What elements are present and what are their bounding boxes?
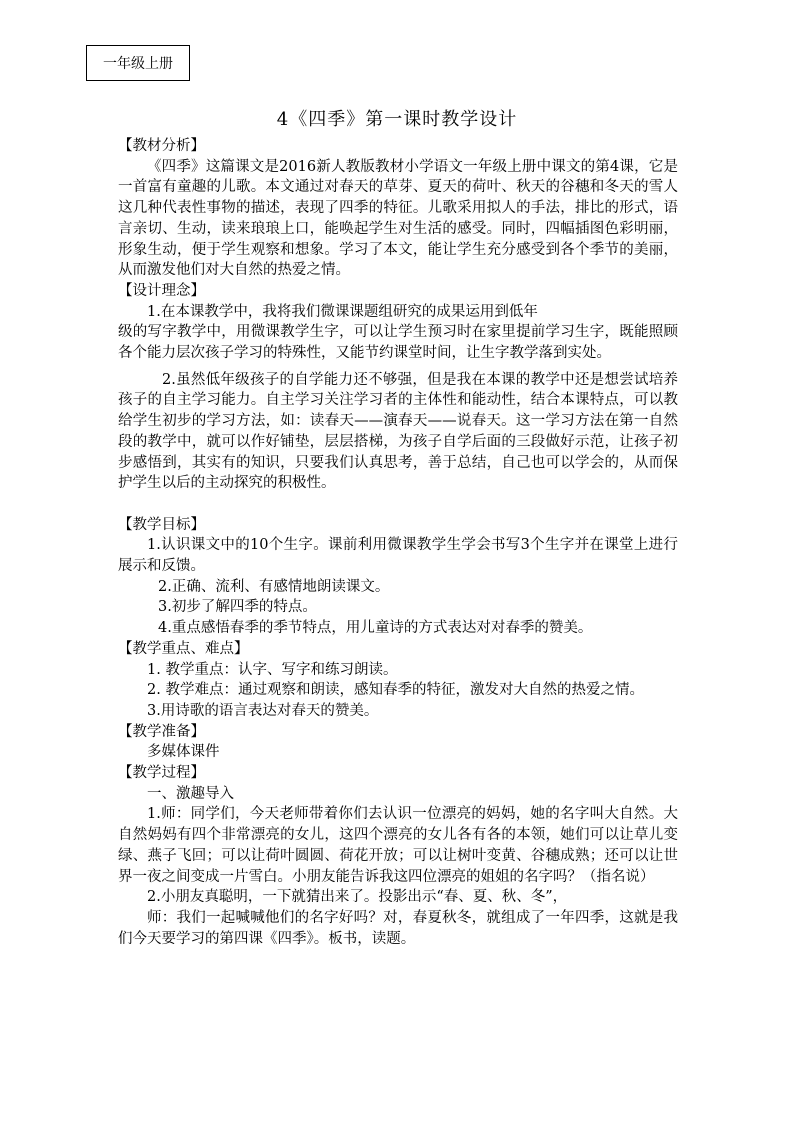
goal-item-3: 3.初步了解四季的特点。 — [158, 599, 317, 616]
grade-label: 一年级上册 — [103, 56, 173, 72]
section-heading-key-points: 【教学重点、难点】 — [118, 640, 249, 657]
section-heading-goals: 【教学目标】 — [118, 516, 205, 533]
analysis-paragraph: 《四季》这篇课文是2016新人教版教材小学语文一年级上册中课文的第4课，它是一首富有童趣的儿歌。本文通过对春天的草芽、夏天的荷叶、秋天的谷穗和冬天的雪人这几种代表性事物的描述，表现了四季的特征。儿歌采用拟人的手法，排比的形式，语言亲切、生动，读来琅琅上口，能唤起学生对生活的感受。同时，四幅插图色彩明丽，形象生动，便于学生观察和想象。学习了本文，能让学生充分感受到各个季节的美丽，从而激发他们对大自然的热爱之情。 — [118, 158, 678, 279]
key-point-item-3: 3.用诗歌的语言表达对春天的赞美。 — [147, 702, 379, 719]
concept-paragraph-2: 2.虽然低年级孩子的自学能力还不够强，但是我在本课的教学中还是想尝试培养孩子的自主学习能力。自主学习关注学习者的主体性和能动性，结合本课特点，可以教给学生初步的学习方法，如：读春天——演春天——说春天。这一学习方法在第一自然段的教学中，就可以作好铺垫，层层搭梯，为孩子自学后面的三段做好示范，让孩子初步感悟到，其实有的知识，只要我们认真思考，善于总结，自己也可以学会的，从而保护学生以后的主动探究的积极性。 — [118, 371, 678, 492]
section-heading-process: 【教学过程】 — [118, 765, 205, 782]
grade-label-box — [86, 45, 190, 81]
process-paragraph-2: 2.小朋友真聪明，一下就猜出来了。投影出示“春、夏、秋、冬”， — [147, 889, 568, 906]
prep-text: 多媒体课件 — [147, 744, 220, 761]
goal-item-4: 4.重点感悟春季的季节特点，用儿童诗的方式表达对对春季的赞美。 — [158, 620, 593, 637]
process-paragraph-1: 1.师：同学们，今天老师带着你们去认识一位漂亮的妈妈，她的名字叫大自然。大自然妈妈有四个非常漂亮的女儿，这四个漂亮的女儿各有各的本领，她们可以让草儿变绿、燕子飞回；可以让荷叶圆圆、荷花开放；可以让树叶变黄、谷穗成熟；还可以让世界一夜之间变成一片雪白。小朋友能告诉我这四位漂亮的姐姐的名字吗？（指名说） — [118, 806, 678, 885]
process-subheading-1: 一、激趣导入 — [147, 785, 234, 802]
key-point-item-1: 1. 教学重点：认字、写字和练习朗读。 — [147, 661, 398, 678]
document-title: 4《四季》第一课时教学设计 — [276, 109, 518, 130]
concept-paragraph-1a: 1.在本课教学中，我将我们微课课题组研究的成果运用到低年 — [147, 303, 538, 320]
concept-paragraph-1b: 级的写字教学中，用微课教学生字，可以让学生预习时在家里提前学习生字，既能照顾各个能力层次孩子学习的特殊性，又能节约课堂时间，让生字教学落到实处。 — [118, 324, 678, 362]
process-paragraph-3: 师：我们一起喊喊他们的名字好吗？对，春夏秋冬，就组成了一年四季，这就是我们今天要学习的第四课《四季》。板书，读题。 — [118, 910, 678, 947]
section-heading-prep: 【教学准备】 — [118, 723, 205, 740]
goal-item-1: 1.认识课文中的10个生字。课前利用微课教学生学会书写3个生字并在课堂上进行展示和反馈。 — [118, 537, 678, 575]
key-point-item-2: 2. 教学难点：通过观察和朗读，感知春季的特征，激发对大自然的热爱之情。 — [147, 682, 644, 699]
goal-item-2: 2.正确、流利、有感情地朗读课文。 — [158, 578, 390, 595]
document-body — [118, 136, 678, 949]
section-heading-concept: 【设计理念】 — [118, 282, 205, 299]
section-heading-analysis: 【教材分析】 — [118, 138, 205, 154]
